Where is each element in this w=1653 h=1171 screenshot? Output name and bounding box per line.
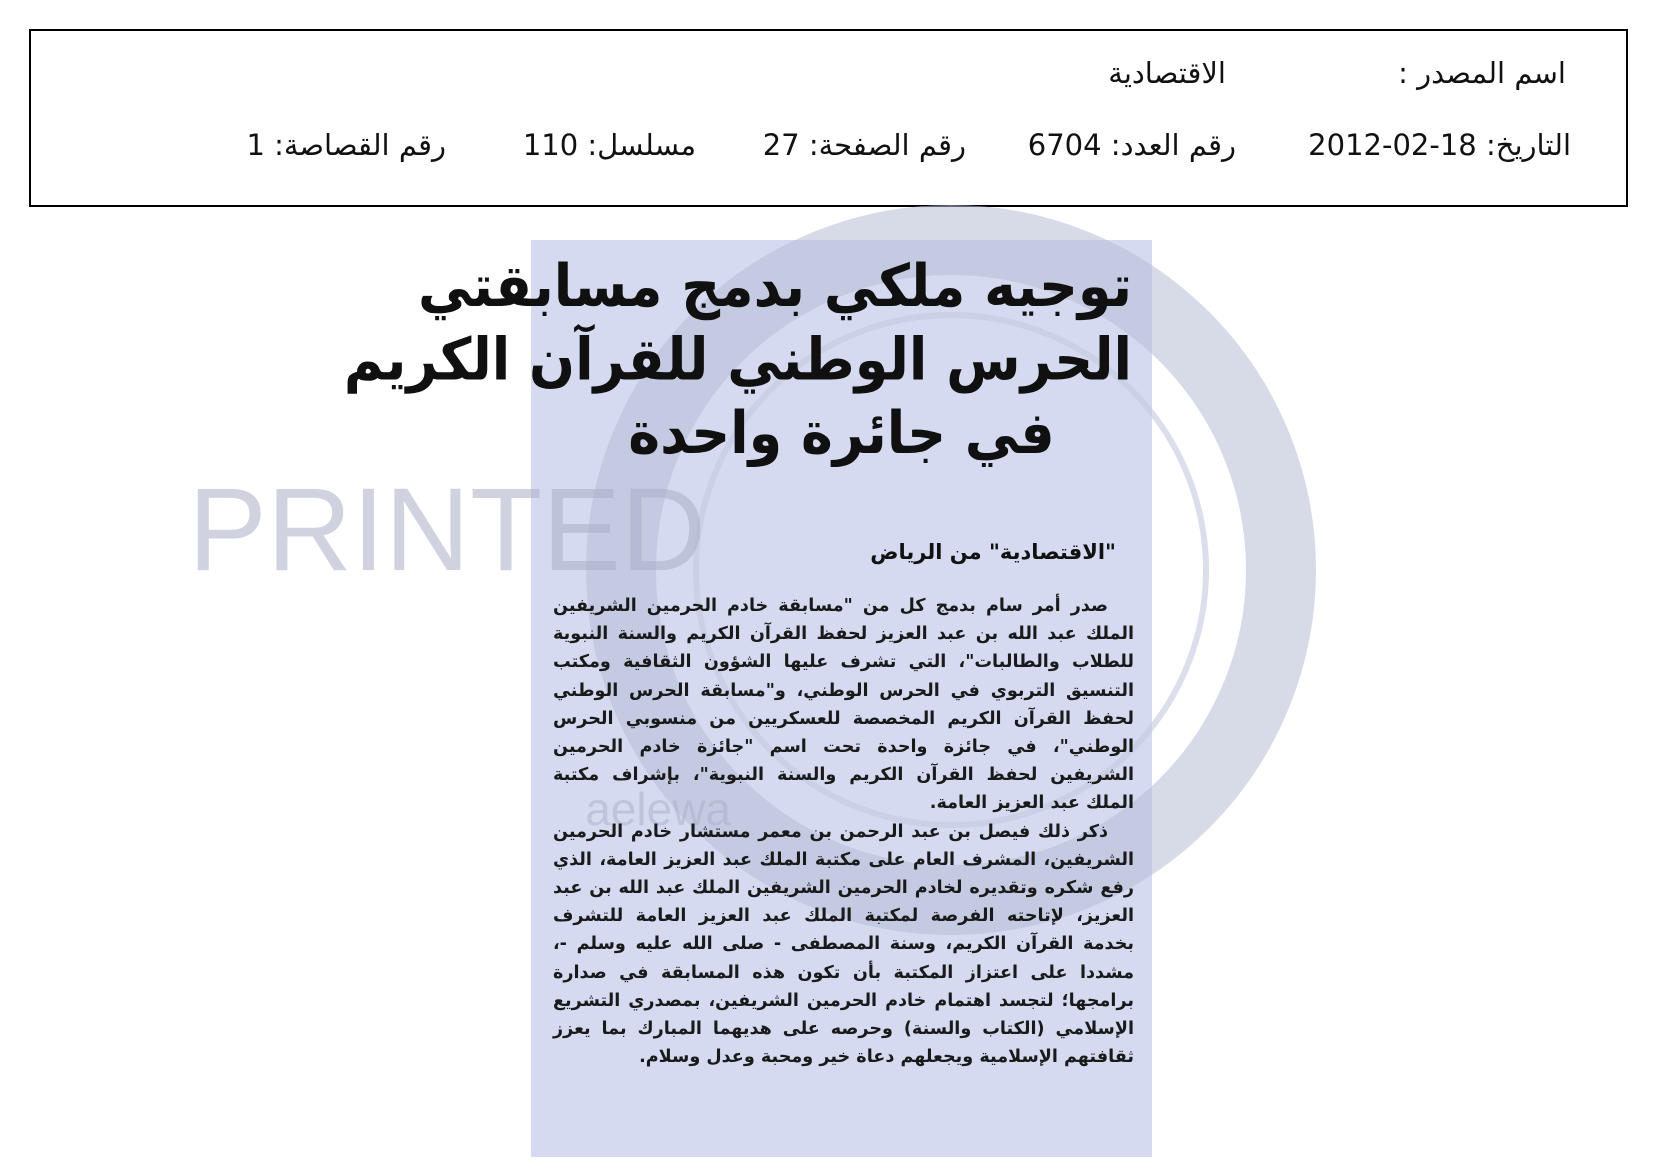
source-value: الاقتصادية xyxy=(1108,56,1226,90)
article-headline xyxy=(343,250,1132,470)
headline-line: توجيه ملكي بدمج مسابقتي xyxy=(417,252,1132,321)
newspaper-clipping xyxy=(188,240,1152,1157)
issue-number-field: رقم العدد: 6704 xyxy=(1027,128,1236,162)
source-label: اسم المصدر : xyxy=(1398,56,1566,90)
watermark-secondary-text: aelewa xyxy=(585,783,731,835)
headline-line: الحرس الوطني للقرآن الكريم xyxy=(343,325,1132,394)
clipping-metadata-box xyxy=(29,29,1628,207)
headline-line: في جائرة واحدة xyxy=(628,398,1055,467)
serial-field: مسلسل: 110 xyxy=(522,128,696,162)
article-body xyxy=(553,592,1134,1071)
article-paragraph: صدر أمر سام بدمج كل من "مسابقة خادم الحرمين الشريفين الملك عبد الله بن عبد العزيز لحفظ القرآن الكريم والسنة النبوية للطلاب والطالبات"، التي تشرف عليها الشؤون الثقافية ومكتب التنسيق التربوي في الحرس الوطني، و"مسابقة الحرس الوطني لحفظ القرآن الكريم المخصصة للعسكريين من منسوبي الحرس الوطني"، في جائزة واحدة تحت اسم "جائزة خادم الحرمين الشريفين لحفظ القرآن الكريم والسنة النبوية"، بإشراف مكتبة الملك عبد العزيز العامة. xyxy=(553,596,1134,814)
page-number-field: رقم الصفحة: 27 xyxy=(762,128,966,162)
article-paragraph: ذكر ذلك فيصل بن عبد الرحمن بن معمر مستشار خادم الحرمين الشريفين، المشرف العام على مكتبة الملك عبد العزيز العامة، الذي رفع شكره وتقديره لخادم الحرمين الشريفين الملك عبد الله بن عبد العزيز، لإتاحته الفرصة لمكتبة الملك عبد العزيز العامة للتشرف بخدمة القرآن الكريم، وسنة المصطفى - صلى الله عليه وسلم -، مشددا على اعتزاز المكتبة بأن تكون هذه المسابقة في صدارة برامجها؛ لتجسد اهتمام خادم الحرمين الشريفين، بمصدري التشريع الإسلامي (الكتاب والسنة) وحرصه على هديهما المبارك بما يعزز ثقافتهم الإسلامية ويجعلهم دعاة خير ومحبة وعدل وسلام. xyxy=(553,821,1134,1068)
watermark-main-text: PRINTED xyxy=(188,464,706,596)
date-field: التاريخ: 18-02-2012 xyxy=(1308,128,1571,162)
article-byline: "الاقتصادية" من الرياض xyxy=(870,540,1116,564)
clip-number-field: رقم القصاصة: 1 xyxy=(246,128,446,162)
